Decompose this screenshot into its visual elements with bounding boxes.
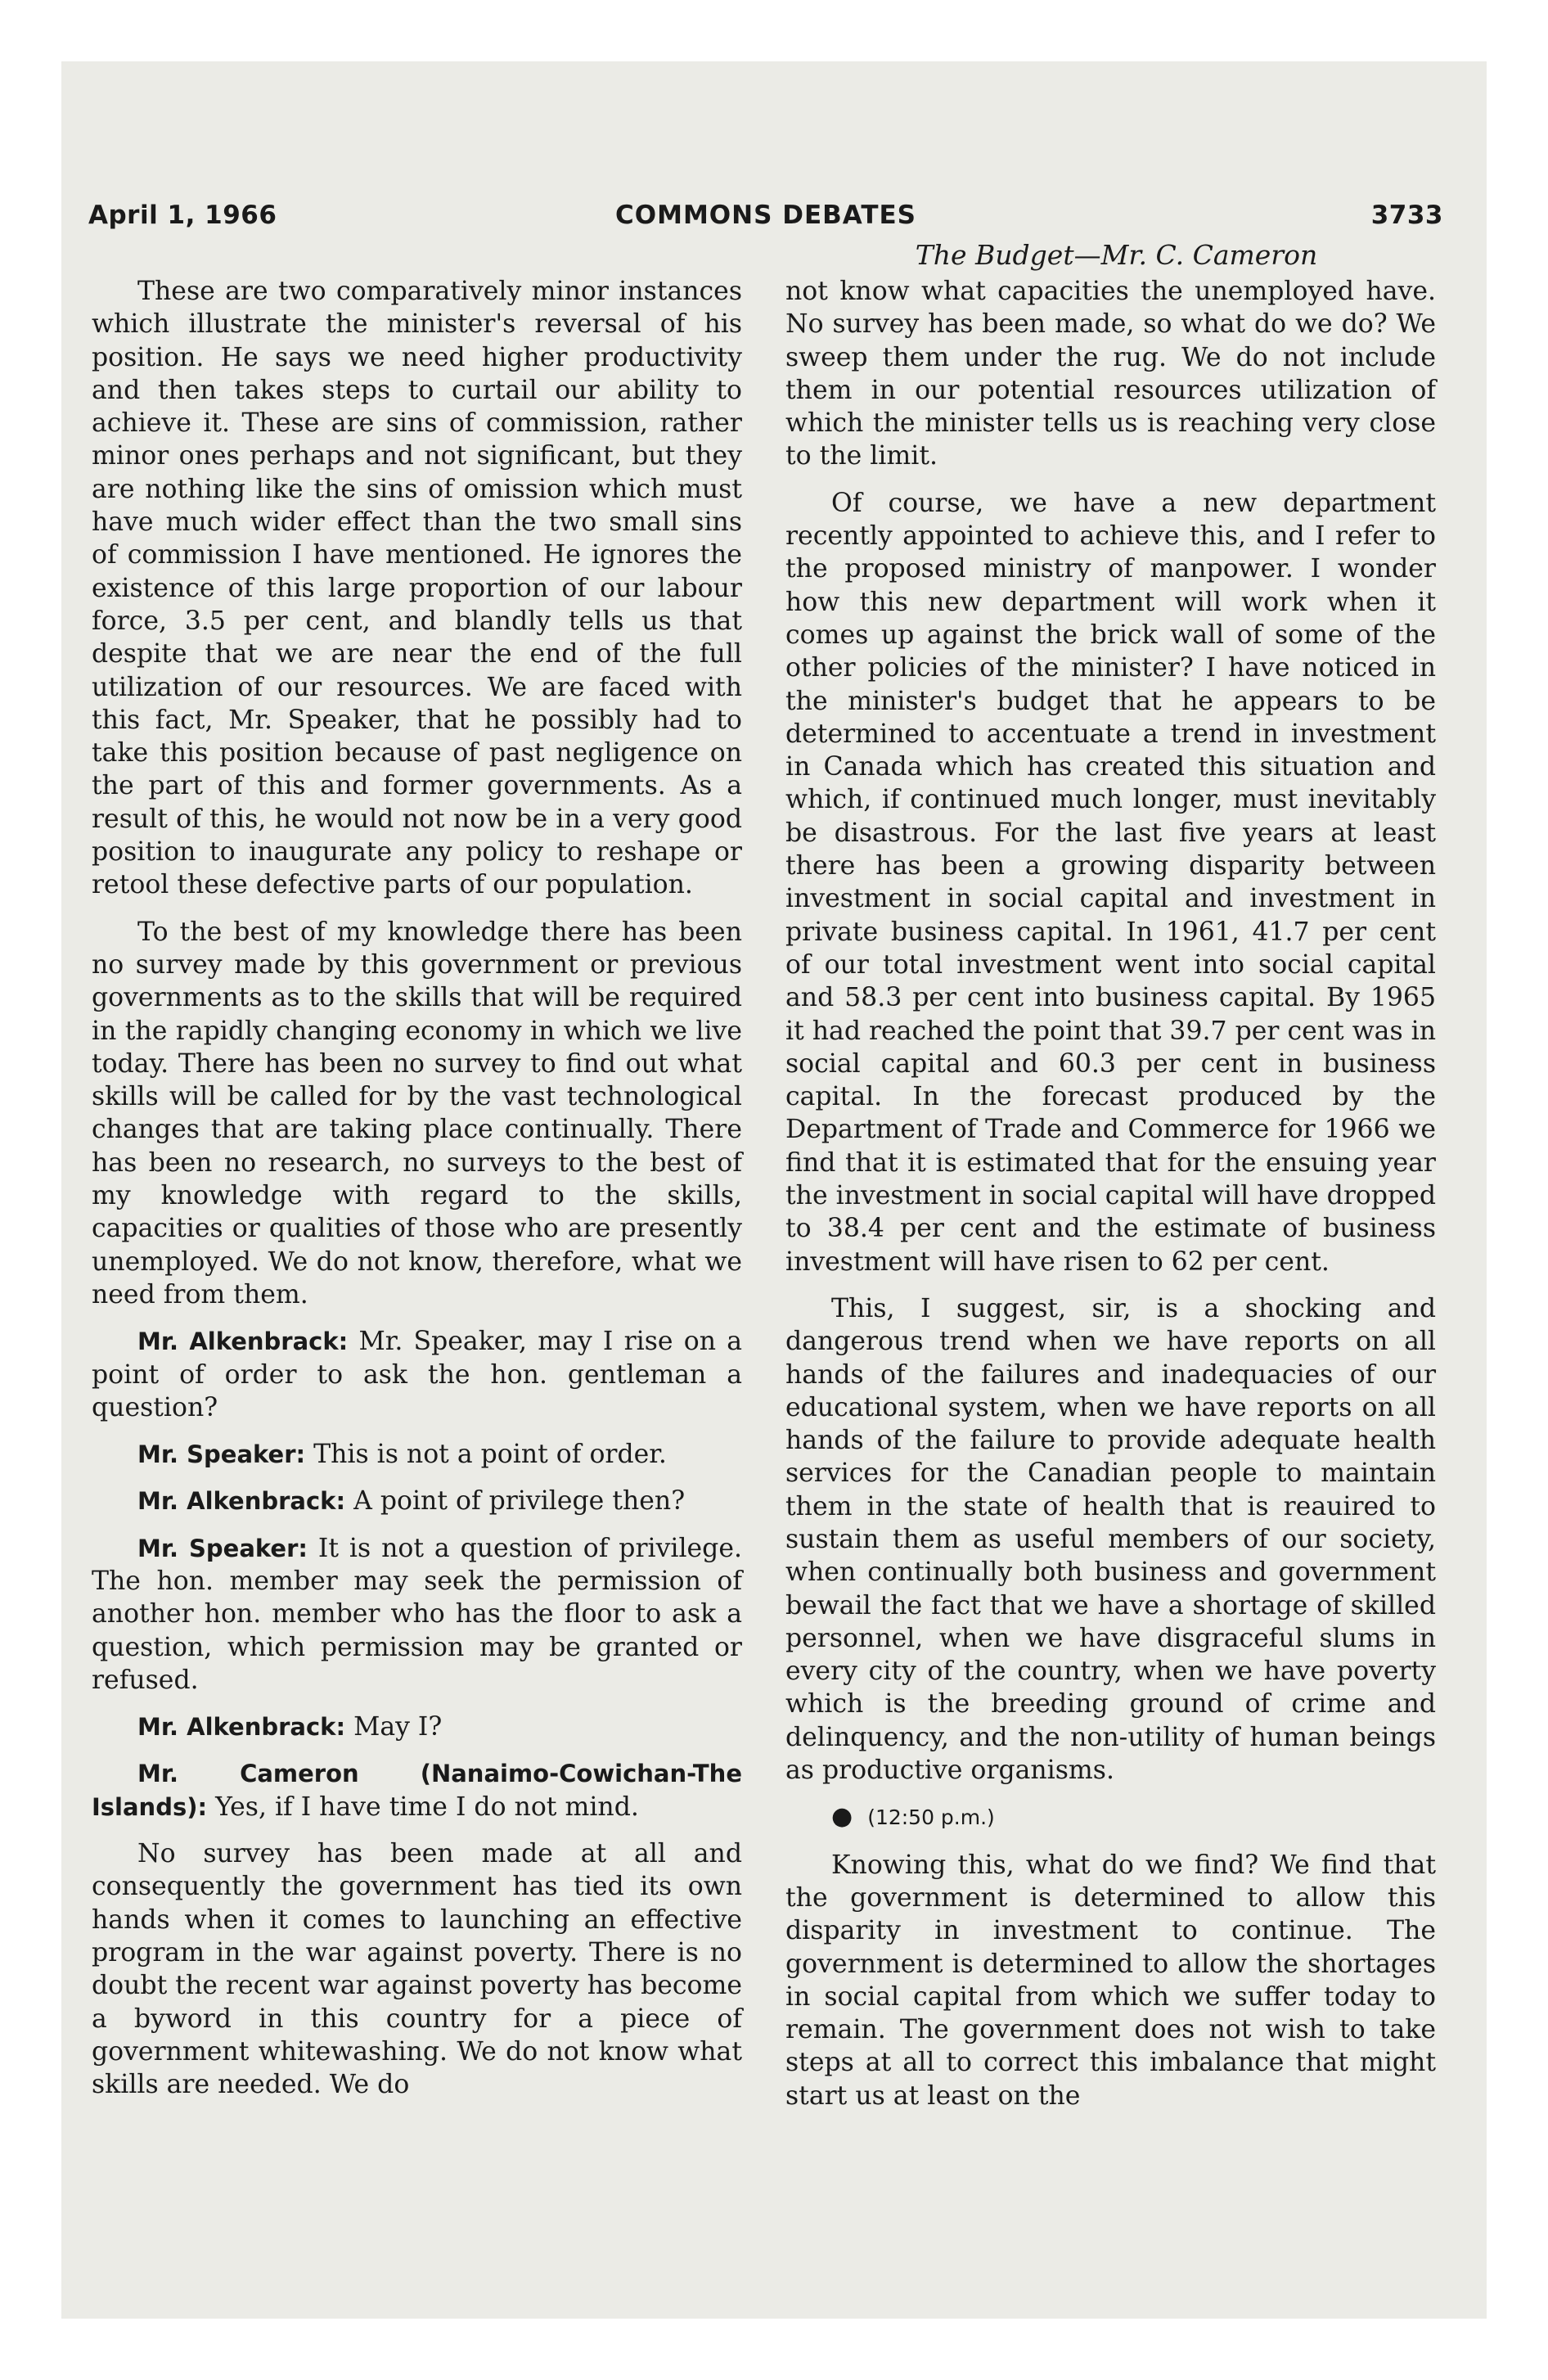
header-date: April 1, 1966 — [88, 201, 277, 230]
speech-speaker-1 — [92, 1438, 742, 1471]
speaker-name: Mr. Speaker: — [137, 1534, 308, 1562]
speaker-name: Mr. Alkenbrack: — [137, 1327, 349, 1356]
paragraph: Knowing this, what do we find? We find that the government is determined to allow this disparity in investment to continue. The government is determined to allow the shortages in social capital from which we suffer today to remain. The government does not wish to take steps at all to correct this imbalance that might start us at least on the — [785, 1850, 1436, 2111]
speech-cameron — [92, 1757, 742, 1823]
paragraph: These are two comparatively minor instances which illustrate the minister's reversal of his position. He says we need higher productivity and then takes steps to curtail our ability to achieve it. These are sins of commission, rather minor ones perhaps and not significant, but they are nothing like the sins of omission which must have much wider effect than the two small sins of commission I have mentioned. He ignores the existence of this large proportion of our labour force, 3.5 per cent, and blandly tells us that despite that we are near the end of the full utilization of our resources. We are faced with this fact, Mr. Speaker, that he possibly had to take this position because of past negligence on the part of this and former governments. As a result of this, he would not now be in a very good position to inaugurate any policy to reshape or retool these defective parts of our population. — [92, 277, 742, 900]
paragraph: To the best of my knowledge there has been no survey made by this government or previous governments as to the skills that will be required in the rapidly changing economy in which we live today. There has been no survey to find out what skills will be called for by the vast technological changes that are taking place continually. There has been no research, no surveys to the best of my knowledge with regard to the skills, capacities or qualities of those who are presently unemployed. We do not know, therefore, what we need from them. — [92, 917, 742, 1309]
header-publication: COMMONS DEBATES — [615, 201, 916, 230]
speaker-name: Mr. Speaker: — [137, 1440, 306, 1469]
speech-text: It is not a question of privilege. The hon. member may seek the permission of another hon. member who has the floor to ask a question, which permission may be granted or refused. — [92, 1533, 742, 1695]
speech-text: This is not a point of order. — [313, 1440, 667, 1470]
speech-text: Yes, if I have time I do not mind. — [215, 1792, 639, 1822]
speaker-name: Mr. Cameron (Nanaimo-Cowichan-The Islands): — [92, 1760, 742, 1821]
paragraph: This, I suggest, sir, is a shocking and dangerous trend when we have reports on all hands of the failures and inadequacies of our educational system, when we have reports on all hands of the failure to provide adequate health services for the Canadian people to maintain them in the state of health that is reauired to sustain them as useful members of our society, when continually both business and government bewail the fact that we have a shortage of skilled personnel, when we have disgraceful slums in every city of the country, when we have poverty which is the breeding ground of crime and delinquency, and the non-utility of human beings as productive organisms. — [785, 1293, 1436, 1786]
speaker-name: Mr. Alkenbrack: — [137, 1713, 346, 1742]
speech-alkenbrack-1 — [92, 1325, 742, 1424]
speech-alkenbrack-3 — [92, 1711, 742, 1743]
speaker-name: Mr. Alkenbrack: — [137, 1487, 346, 1516]
running-head: The Budget—Mr. C. Cameron — [915, 239, 1318, 271]
left-column — [92, 275, 742, 2115]
bullet-icon: ● — [831, 1802, 853, 1832]
paragraph: No survey has been made at all and consequently the government has tied its own hands when it comes to launching an effective program in the war against poverty. There is no doubt the recent war against poverty has become a byword in this country for a piece of government whitewashing. We do not know what skills are needed. We do — [92, 1839, 742, 2100]
speech-alkenbrack-2 — [92, 1485, 742, 1517]
header-page-number: 3733 — [1370, 201, 1443, 230]
timestamp-text: (12:50 p.m.) — [867, 1805, 995, 1830]
page-header — [88, 201, 1443, 237]
paragraph: Of course, we have a new department recently appointed to achieve this, and I refer to the proposed ministry of manpower. I wonder how this new department will work when it comes up against the brick wall of some of the other policies of the minister? I have noticed in the minister's budget that he appears to be determined to accentuate a trend in investment in Canada which has created this situation and which, if continued much longer, must inevitably be disastrous. For the last five years at least there has been a growing disparity between investment in social capital and investment in private business capital. In 1961, 41.7 per cent of our total investment went into social capital and 58.3 per cent into business capital. By 1965 it had reached the point that 39.7 per cent was in social capital and 60.3 per cent in business capital. In the forecast produced by the Department of Trade and Commerce for 1966 we find that it is estimated that for the ensuing year the investment in social capital will have dropped to 38.4 per cent and the estimate of business investment will have risen to 62 per cent. — [785, 488, 1437, 1277]
speech-text: A point of privilege then? — [353, 1486, 686, 1517]
speech-text: May I? — [353, 1712, 443, 1742]
right-column — [785, 275, 1436, 2126]
speech-speaker-2 — [92, 1532, 742, 1697]
speech-text: Mr. Speaker, may I rise on a point of order to ask the hon. gentleman a question? — [92, 1327, 742, 1422]
timestamp — [785, 1801, 1436, 1834]
paragraph: not know what capacities the unemployed have. No survey has been made, so what do we do? We sweep them under the rug. We do not include them in our potential resources utilization of which the minister tells us is reaching very close to the limit. — [785, 277, 1436, 471]
